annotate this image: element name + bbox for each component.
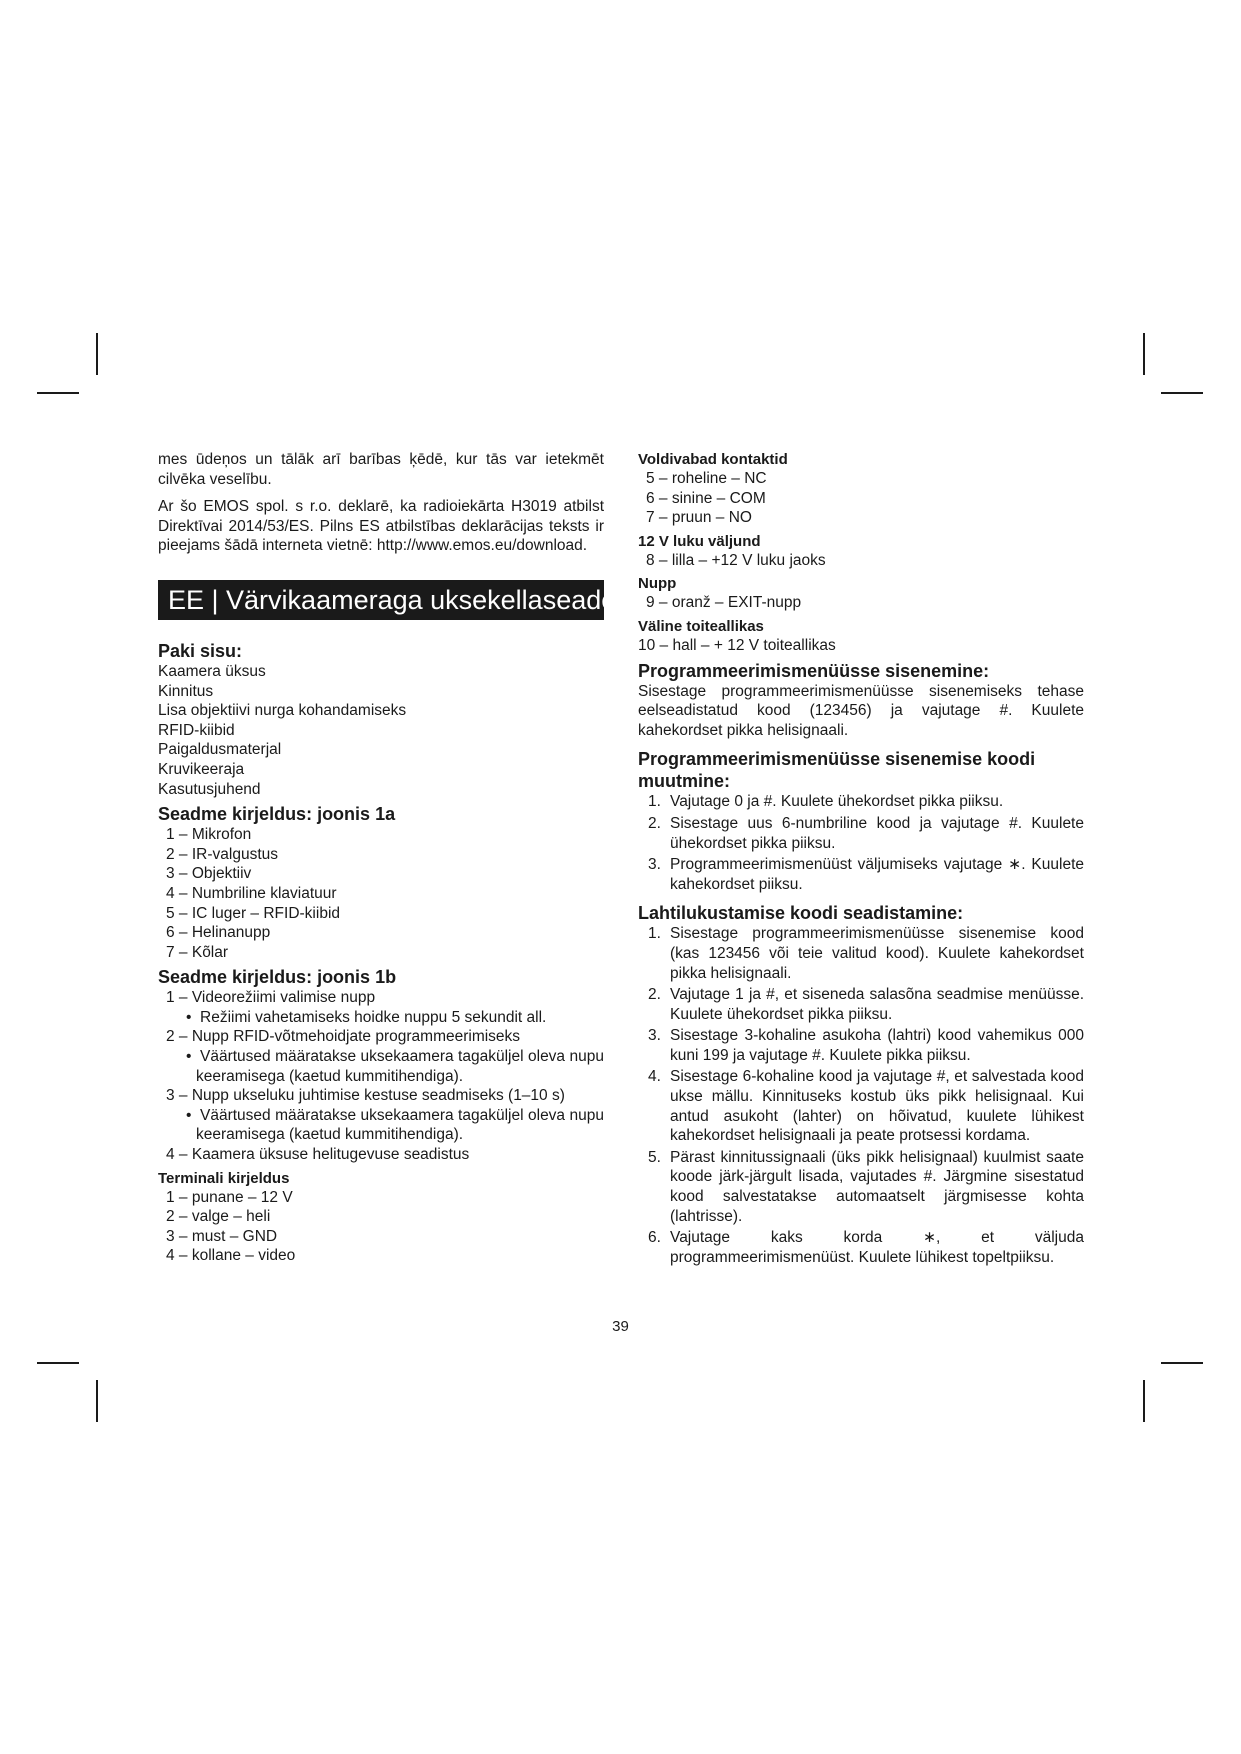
device-description-1b-heading: Seadme kirjeldus: joonis 1b <box>158 967 397 988</box>
step-item <box>638 855 1084 894</box>
list-item: Paigaldusmaterjal <box>158 741 282 759</box>
list-item: 5 – IC luger – RFID-kiibid <box>166 904 341 922</box>
step-number: 1. <box>648 793 661 811</box>
step-item <box>638 985 1084 1024</box>
step-number: 1. <box>648 925 661 943</box>
list-item: 3 – Objektiiv <box>166 865 252 883</box>
step-item <box>638 1067 1084 1145</box>
crop-mark <box>96 333 98 375</box>
step-item <box>638 792 1084 812</box>
terminal-list <box>158 1188 604 1266</box>
prog-change-steps <box>638 792 1084 894</box>
list-item: 1 – Videorežiimi valimise nupp <box>166 989 376 1007</box>
prog-enter-heading: Programmeerimismenüüsse sisenemine: <box>638 660 990 681</box>
device-description-1a-heading: Seadme kirjeldus: joonis 1a <box>158 804 396 825</box>
list-item: 4 – kollane – video <box>166 1247 296 1265</box>
list-item: 2 – IR-valgustus <box>166 845 278 863</box>
step-text: Vajutage 0 ja #. Kuulete ühekordset pikka piiksu. <box>670 793 1004 811</box>
terminal-heading: Terminali kirjeldus <box>158 1169 290 1187</box>
list-item: 8 – lilla – +12 V luku jaoks <box>646 551 826 569</box>
step-item <box>638 1228 1084 1267</box>
declaration-paragraph: Ar šo EMOS spol. s r.o. deklarē, ka radioiekārta H3019 atbilst Direktīvai 2014/53/ES. Pilns ES atbilstības deklarācijas teksts ir pieejams šādā interneta vietnē: http://www.emos.eu/download. <box>158 498 604 555</box>
package-list <box>158 662 604 799</box>
device-description-1b-list <box>158 988 604 1164</box>
step-number: 2. <box>648 986 661 1004</box>
crop-mark <box>96 1380 98 1422</box>
step-item <box>638 924 1084 983</box>
sub-bullet <box>158 1008 604 1028</box>
package-heading: Paki sisu: <box>158 640 243 661</box>
step-number: 3. <box>648 856 661 874</box>
sub-bullet-text: Väärtused määratakse uksekaamera tagaküljel oleva nupu keeramisega (kaetud kummitihendiga). <box>196 1106 604 1144</box>
step-number: 4. <box>648 1068 661 1086</box>
crop-mark <box>1161 1362 1203 1364</box>
unlock-code-heading: Lahtilukustamise koodi seadistamine: <box>638 903 964 924</box>
prog-change-heading: Programmeerimismenüüsse sisenemise koodi muutmine: <box>638 749 1036 792</box>
voltfree-heading: Voldivabad kontaktid <box>638 451 788 468</box>
unlock-code-steps <box>638 924 1084 1267</box>
intro-paragraph: mes ūdeņos un tālāk arī barības ķēdē, kur tās var ietekmēt cilvēka veselību. <box>158 451 604 488</box>
button-heading: Nupp <box>638 575 677 593</box>
list-item: 6 – Helinanupp <box>166 924 271 942</box>
bullet-icon: • <box>186 1106 192 1124</box>
step-item <box>638 1026 1084 1065</box>
crop-mark <box>37 1362 79 1364</box>
list-item: 2 – Nupp RFID-võtmehoidjate programmeerimiseks <box>166 1028 521 1046</box>
bullet-icon: • <box>186 1008 192 1026</box>
list-item: 2 – valge – heli <box>166 1208 271 1226</box>
list-item: Lisa objektiivi nurga kohandamiseks <box>158 702 407 720</box>
list-item: 1 – punane – 12 V <box>166 1188 293 1206</box>
step-text: Programmeerimismenüüst väljumiseks vajutage ∗. Kuulete kahekordset piiksu. <box>670 856 1084 893</box>
power-supply-heading: Väline toiteallikas <box>638 617 764 635</box>
list-item: 6 – sinine – COM <box>646 489 766 507</box>
section-title-banner: EE | Värvikaameraga uksekellaseade <box>158 580 604 620</box>
sub-bullet-text: Väärtused määratakse uksekaamera tagaküljel oleva nupu keeramisega (kaetud kummitihendiga). <box>196 1048 604 1085</box>
list-item: RFID-kiibid <box>158 721 235 739</box>
list-item: 9 – oranž – EXIT-nupp <box>646 594 802 612</box>
sub-bullet <box>158 1106 604 1145</box>
step-text: Sisestage programmeerimismenüüsse sisenemise kood (kas 123456 või teie valitud kood). Kuulete kahekordset pikka helisignaali. <box>670 925 1084 982</box>
list-item: 1 – Mikrofon <box>166 826 252 844</box>
step-text: Pärast kinnitussignaali (üks pikk helisignaal) kuulmist saate koode järk-järgult lisada, vajutades #. Järgmine sisestatud kood salvestatakse automaatselt järgmisesse kohta (lahtrisse). <box>670 1148 1084 1225</box>
step-number: 3. <box>648 1027 661 1045</box>
step-text: Vajutage 1 ja #, et siseneda salasõna seadmise menüüsse. Kuulete ühekordset pikka piiksu. <box>670 986 1084 1023</box>
list-item: 5 – roheline – NC <box>646 470 767 487</box>
step-number: 5. <box>648 1148 661 1166</box>
lock-output-heading: 12 V luku väljund <box>638 532 761 550</box>
prog-enter-text: Sisestage programmeerimismenüüsse sisenemiseks tehase eelseadistatud kood (123456) ja vajutage #. Kuulete kahekordset pikka helisignaali. <box>638 682 1084 739</box>
list-item: 4 – Kaamera üksuse helitugevuse seadistus <box>166 1146 470 1164</box>
device-description-1a-list <box>158 825 604 962</box>
right-column <box>638 450 1084 1269</box>
list-item: 3 – Nupp ukseluku juhtimise kestuse seadmiseks (1–10 s) <box>166 1087 565 1105</box>
list-item: 7 – Kõlar <box>166 943 229 961</box>
step-item <box>638 814 1084 853</box>
step-item <box>638 1148 1084 1226</box>
page-number: 39 <box>612 1318 629 1335</box>
step-text: Sisestage 6-kohaline kood ja vajutage #, et salvestada kood ukse mällu. Kinnituseks kostub üks pikk helisignaal. Kui antud asukoht (lahter) on hõivatud, kuulete lühikest kahekordset helisignaali ja peate protsessi kordama. <box>670 1068 1084 1145</box>
list-item: Kinnitus <box>158 682 214 700</box>
list-item: 4 – Numbriline klaviatuur <box>166 884 337 902</box>
step-text: Vajutage kaks korda ∗, et väljuda programmeerimismenüüst. Kuulete lühikest topeltpiiksu. <box>670 1229 1084 1266</box>
crop-mark <box>1143 1380 1145 1422</box>
sub-bullet <box>158 1047 604 1086</box>
step-text: Sisestage 3-kohaline asukoha (lahtri) kood vahemikus 000 kuni 199 ja vajutage #. Kuulete pikka piiksu. <box>670 1027 1084 1064</box>
list-item: 10 – hall – + 12 V toiteallikas <box>638 636 836 654</box>
step-text: Sisestage uus 6-numbriline kood ja vajutage #. Kuulete ühekordset pikka piiksu. <box>670 814 1084 852</box>
bullet-icon: • <box>186 1048 192 1066</box>
list-item: Kasutusjuhend <box>158 780 261 798</box>
step-number: 2. <box>648 814 661 832</box>
list-item: 3 – must – GND <box>166 1227 278 1245</box>
list-item: 7 – pruun – NO <box>646 509 752 527</box>
step-number: 6. <box>648 1229 661 1247</box>
crop-mark <box>37 392 79 394</box>
crop-mark <box>1161 392 1203 394</box>
left-column <box>158 450 617 1266</box>
crop-mark <box>1143 333 1145 375</box>
list-item: Kruvikeeraja <box>158 760 245 778</box>
sub-bullet-text: Režiimi vahetamiseks hoidke nuppu 5 sekundit all. <box>200 1008 547 1026</box>
list-item: Kaamera üksus <box>158 662 266 680</box>
